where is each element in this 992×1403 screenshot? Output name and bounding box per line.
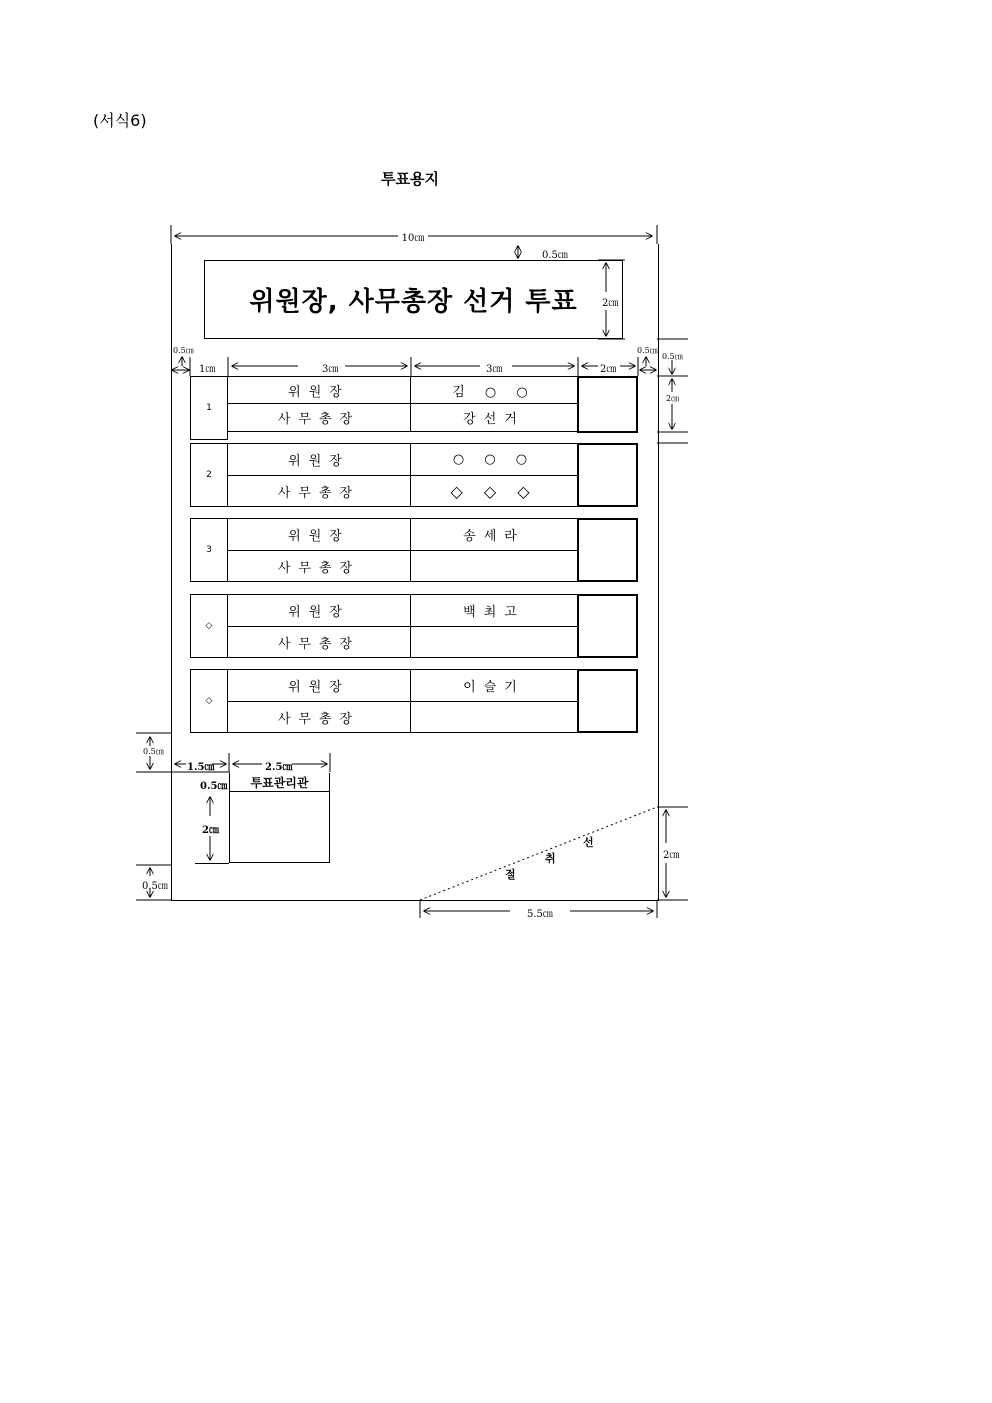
role-cell: 사무총장: [227, 403, 411, 432]
candidate-cell: [410, 550, 578, 582]
role-cell: 위원장: [227, 376, 411, 404]
cut-line-char-1: 절: [505, 868, 516, 881]
role-cell: 사무총장: [227, 626, 411, 658]
document-title: 투표용지: [381, 170, 439, 188]
ballot-title: 위원장, 사무총장 선거 투표: [204, 260, 623, 339]
dim-official-gap: 0.5㎝: [143, 747, 164, 756]
role-cell: 위원장: [227, 669, 411, 702]
form-label: (서식6): [93, 111, 147, 130]
dim-col-candidate: 3㎝: [486, 364, 503, 375]
candidate-cell: ○ ○ ○: [410, 443, 578, 476]
role-cell: 위원장: [227, 443, 411, 476]
dim-col-role: 3㎝: [322, 364, 339, 375]
candidate-cell: 이슬기: [410, 669, 578, 702]
candidate-cell: [410, 626, 578, 658]
candidate-cell: 강선거: [410, 403, 578, 432]
cut-line-char-3: 선: [583, 836, 594, 849]
mark-box[interactable]: [577, 376, 638, 433]
mark-box[interactable]: [577, 669, 638, 733]
candidate-group-3: [190, 518, 638, 582]
dim-official-height: 2㎝: [202, 825, 219, 836]
role-cell: 사무총장: [227, 550, 411, 582]
role-cell: 위원장: [227, 594, 411, 627]
dim-official-left: 1.5㎝: [187, 762, 215, 773]
dim-row-height: 2㎝: [666, 394, 680, 403]
dim-official-width: 2.5㎝: [265, 762, 293, 773]
candidate-cell: 송세라: [410, 518, 578, 551]
group-number: 2: [190, 443, 228, 507]
dim-cut-height: 2㎝: [663, 846, 679, 861]
candidate-group-4: [190, 594, 638, 658]
group-number: ◇: [190, 594, 228, 658]
candidate-group-5: [190, 669, 638, 733]
role-cell: 사무총장: [227, 475, 411, 507]
official-title: 투표관리관: [229, 773, 330, 792]
candidate-group-1: [190, 376, 638, 440]
mark-box[interactable]: [577, 594, 638, 658]
mark-box[interactable]: [577, 518, 638, 582]
dim-col-mark: 2㎝: [600, 364, 617, 375]
group-number: ◇: [190, 669, 228, 733]
dim-right-gap: 0.5㎝: [662, 352, 683, 361]
candidate-cell: 백최고: [410, 594, 578, 627]
dim-width-total: 10㎝: [398, 229, 428, 244]
candidate-group-2: [190, 443, 638, 507]
dim-official-header: 0.5㎝: [200, 781, 228, 792]
role-cell: 위원장: [227, 518, 411, 551]
candidate-cell: ◇ ◇ ◇: [410, 475, 578, 507]
dim-bottom-margin: 0.5㎝: [142, 881, 168, 892]
official-stamp-area: [229, 791, 330, 863]
candidate-cell: 김 ○ ○: [410, 376, 578, 404]
mark-box[interactable]: [577, 443, 638, 507]
dim-side-left: 0.5㎝: [173, 346, 194, 355]
dim-top-margin: 0.5㎝: [542, 250, 568, 261]
group-number: 3: [190, 518, 228, 582]
candidate-cell: [410, 701, 578, 733]
cut-line-char-2: 취: [545, 852, 556, 865]
group-number: 1: [190, 376, 228, 440]
dim-side-right: 0.5㎝: [637, 346, 658, 355]
dim-title-height: 2㎝: [602, 294, 618, 309]
dim-cut-width: 5.5㎝: [527, 909, 553, 920]
role-cell: 사무총장: [227, 701, 411, 733]
dim-col-number: 1㎝: [199, 364, 216, 375]
official-baseline: [195, 863, 229, 864]
